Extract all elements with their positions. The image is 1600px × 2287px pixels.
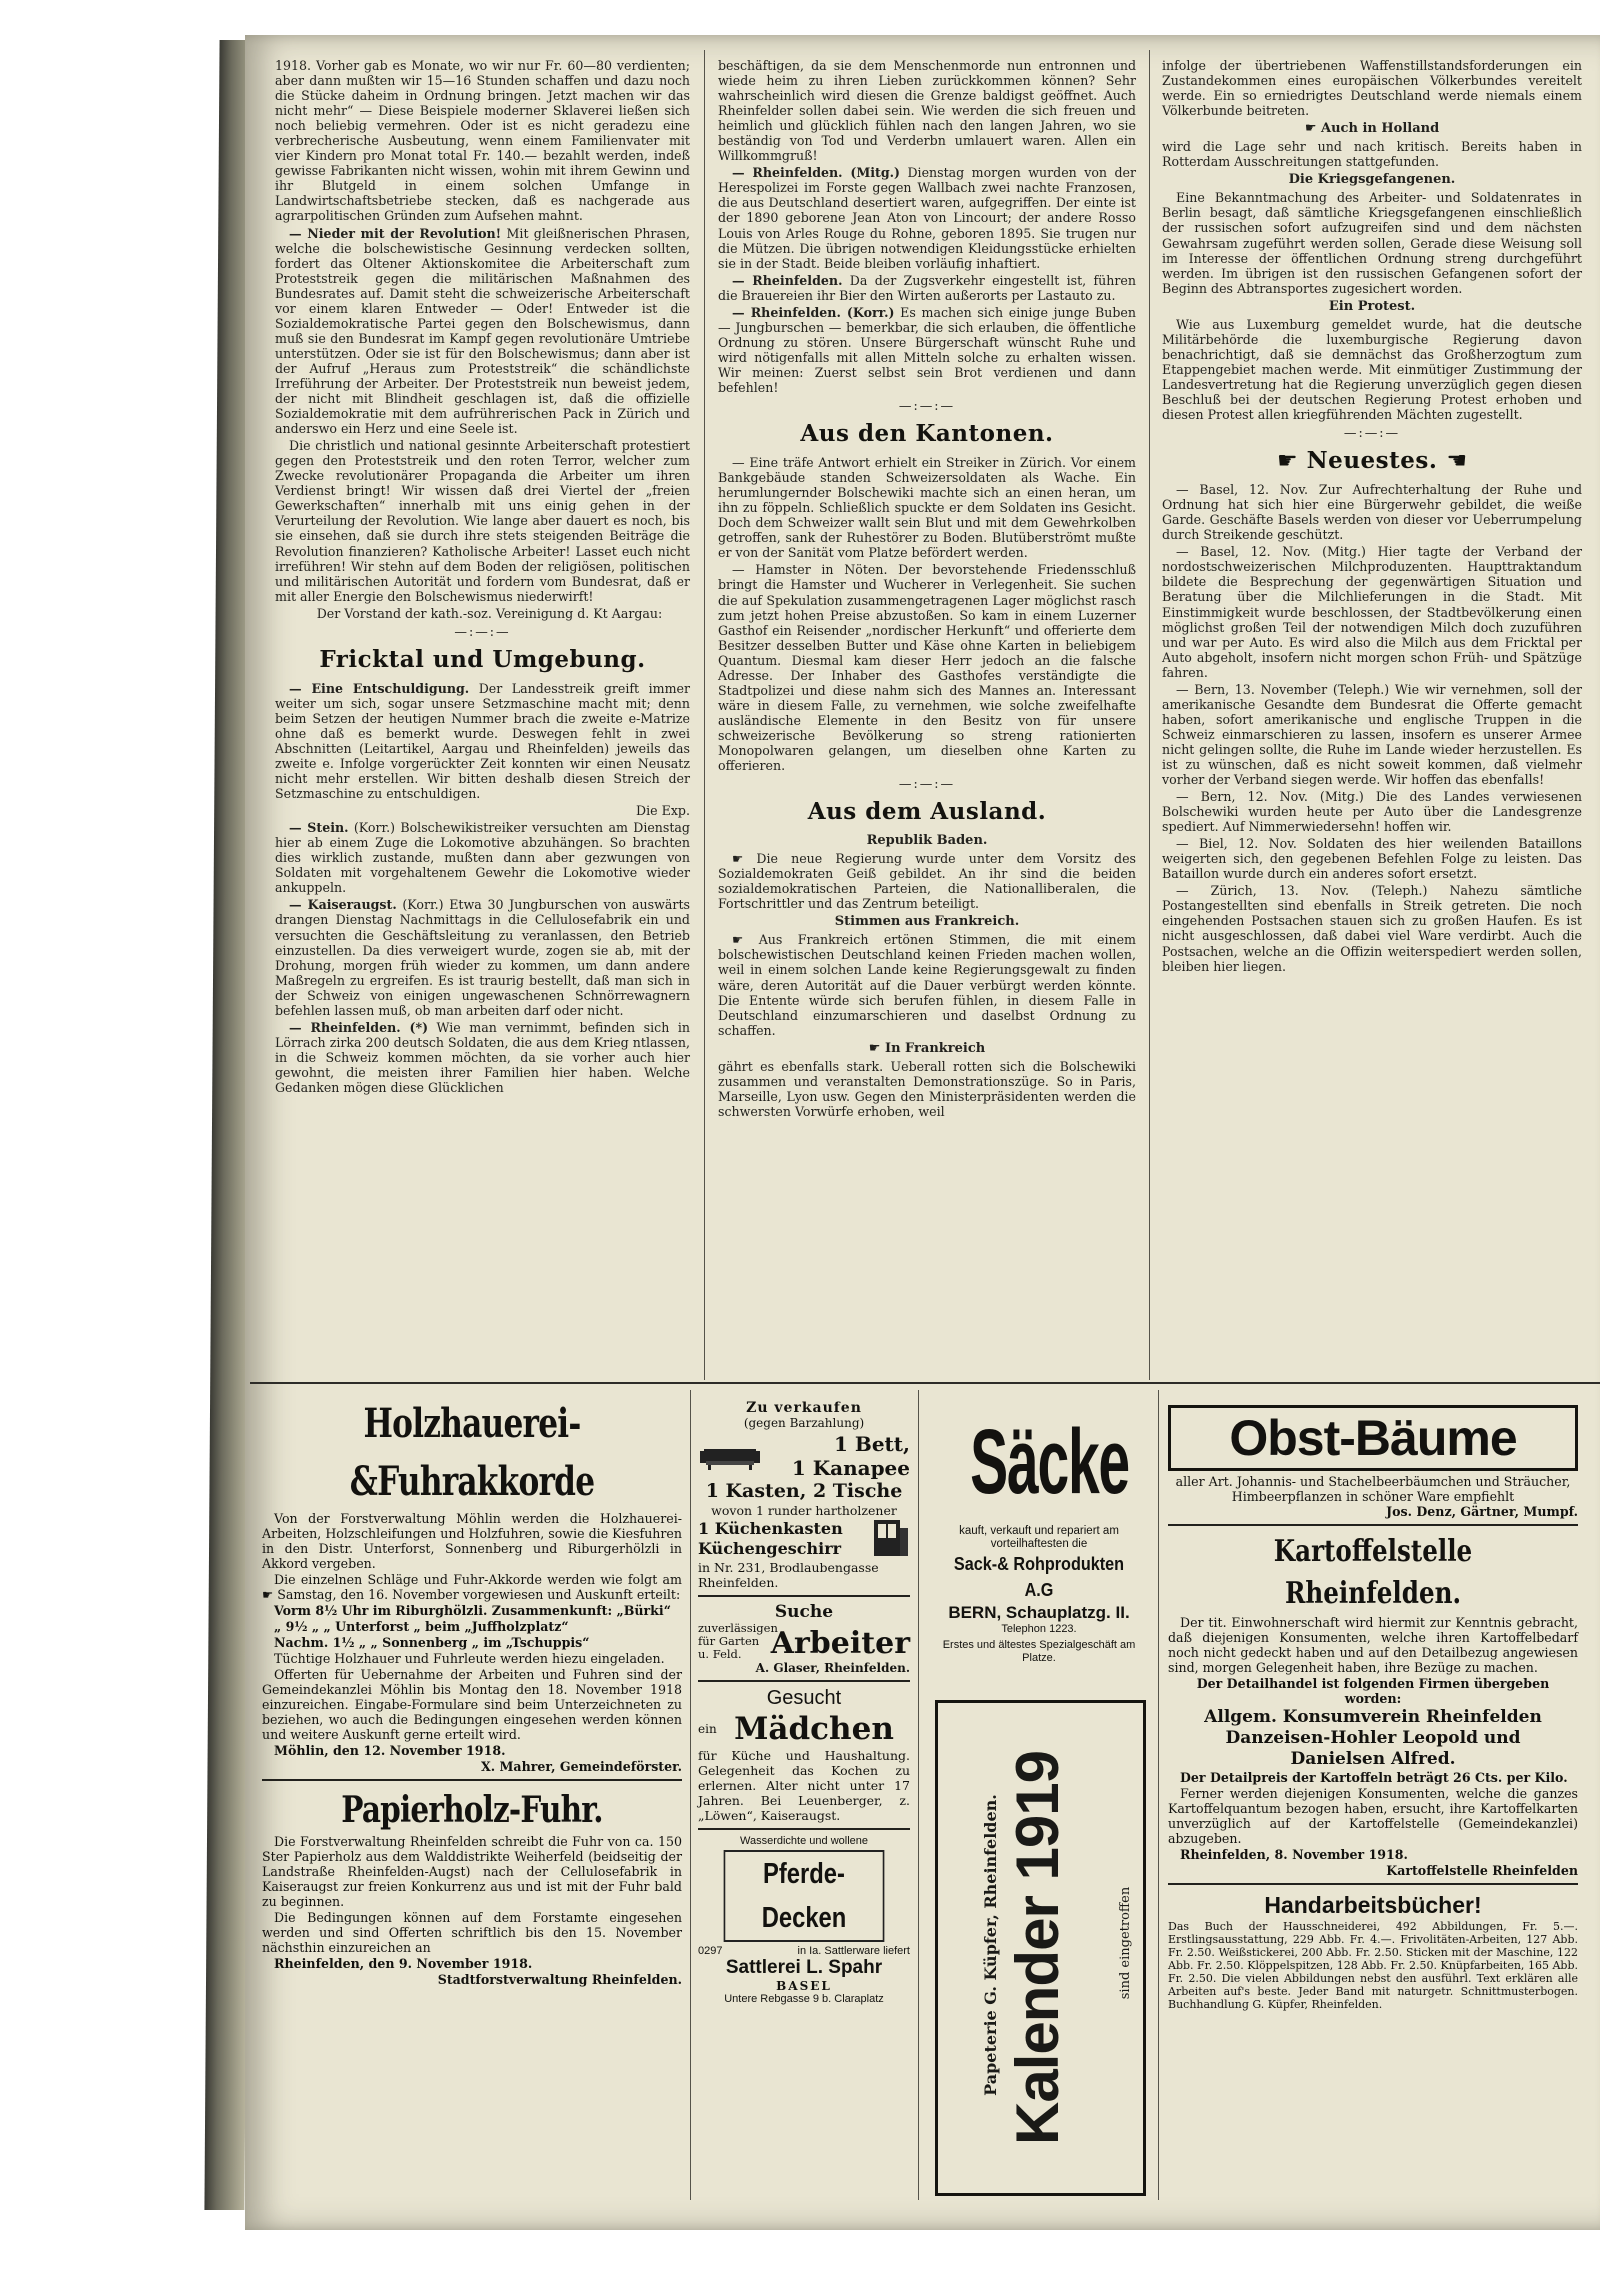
article-body: Die neue Regierung wurde unter dem Vorsitz des Sozialdemokraten Geiß gebildet. An ihr sind die beiden sozialdemokratischen Parteien, die Nationalliberalen, die Fortschrittler und das Zentrum beteiligt. xyxy=(718,851,1136,912)
section-title xyxy=(1162,446,1582,476)
ad-item: 1 Kanapee xyxy=(791,1456,910,1480)
ad-body xyxy=(698,1622,910,1661)
column-1 xyxy=(275,58,690,1097)
ad-paragraph: Die Bedingungen können auf dem Forstamte eingesehen werden und sind Offerten schriftlich bis den 15. November nächsthin einzureichen an xyxy=(262,1910,682,1955)
ad-text: kauft, verkauft und repariert am vorteilhaftesten die xyxy=(959,1525,1119,1550)
divider: —:—:— xyxy=(1343,425,1401,441)
article-signature: Der Vorstand der kath.-soz. Vereinigung d. Kt Aargau: xyxy=(316,605,663,621)
cupboard-icon xyxy=(870,1518,910,1560)
article-text: wird die Lage sehr und nach kritisch. Bereits haben in Rotterdam Ausschreitungen stattgefunden. xyxy=(1162,139,1582,170)
ad-item: 1 Bett, xyxy=(834,1432,910,1456)
article-body: Es machen sich einige junge Buben — Jungburschen — bemerkbar, die sich erlauben, die öffentliche Ordnung zu stören. Unsere Bürgerschaft wünscht Ruhe und wird nötigenfalls mit allen Mitteln solche zu erhalten wissen. Wir meinen: Zuerst selbst sein Brot verdienen und dann befehlen! xyxy=(718,304,1136,395)
section-title: Fricktal und Umgebung. xyxy=(319,645,646,673)
article-body: Der Landesstreik greift immer weiter um sich, sogar unsere Setzmaschine macht mit; denn beim Setzen der heutigen Nummer brach die zweite e-Matrize ohne daß es bemerkt wurde. Deswegen fehlt in zwei Abschnitten (Leitartikel, Aargau und Rheinfelden) jeweils das zweite e. Infolge vorgerückter Zeit konnten wir einen Neusatz nicht mehr erstellen. Wir bitten deshalb diesen Streich der Setzmaschine zu entschuldigen. xyxy=(275,680,690,802)
ad-text: ein xyxy=(698,1722,717,1736)
ad-subheading: (gegen Barzahlung) xyxy=(743,1416,865,1430)
article-text: beschäftigen, da sie dem Menschenmorde nun entronnen und wiede heim zu ihren Lieben zurückkommen können? Sehr wahrscheinlich wird diesen die Grenze baldigst geöffnet. Auch Rheinfelder sollen dabei sein. Wie werden die sich freuen und heimlich und glücklich fühlen nach den langen Jahren, wo sie beständig von Tod und Verderbn umlauert waren. Allen ein Willkommgruß! xyxy=(718,58,1136,164)
article-text: Eine Bekanntmachung des Arbeiter- und Soldatenrates in Berlin besagt, daß sämtliche Kriegsgefangenen einschließlich der russischen sofort aufzugreifen sind und dem nächsten Gewahrsam zugeführt werden sollen, Gerade diese Weisung soll im Interesse der öffentlichen Ordnung streng durchgeführt werden. Im übrigen ist den russischen Gefangenen sofort der Beginn des Abtransportes zugesichert worden. xyxy=(1162,190,1582,296)
pointing-hand-icon: ☛ xyxy=(1445,448,1467,475)
pointing-hand-icon: ☛ xyxy=(732,851,744,867)
ad-signature: Stadtforstverwaltung Rheinfelden. xyxy=(437,1972,682,1987)
article-text: — Hamster in Nöten. Der bevorstehende Friedensschluß bringt die Hamster und Wucherer in Verlegenheit. Sie suchen die auf Spekulation zusammengetragenen Lager möglichst rasch zum jetzt hohen Preise abzustoßen. So kam in einem Luzerner Gasthof ein Reisender „nordischer Herkunft“ und offerierte dem Besitzer desselben Butter und Käse ohne Karten in beliebigem Quantum. Diesmal kam dieser Herr jedoch an die falsche Adresse. Der Inhaber des Gasthofes verständigte die Stadtpolizei und diese nahm sich des Mannes an. Interessant wäre in diesem Falle, zu vernehmen, wie solche zweifelhafte ausländische Elemente in den Besitz von für unsere schweizerische Bevölkerung so streng rationierten Monopolwaren gelangen, um dieselben ohne Karten zu offerieren. xyxy=(718,562,1136,774)
ad-heading: Suche xyxy=(774,1602,834,1622)
article-body: Wie man vernimmt, befinden sich in Lörrach zirka 200 deutsch Soldaten, die aus dem Krieg ntlassen, in die Schweiz kommen möchten, da sie vorher auch hier gewohnt, die meisten ihrer Familien hier haben. Welche Gedanken mögen diese Glücklichen xyxy=(275,1019,690,1095)
ad-body xyxy=(698,1710,910,1748)
ad-title: Obst-Bäume xyxy=(1168,1405,1578,1471)
ad-title: Säcke xyxy=(970,1411,1129,1513)
ad-items xyxy=(698,1518,910,1560)
column-2 xyxy=(718,58,1136,1121)
pointing-hand-icon: ☛ xyxy=(868,1040,881,1056)
ad-firm: Allgem. Konsumverein Rheinfelden xyxy=(1204,1707,1542,1727)
ad-kalender xyxy=(935,1700,1146,2196)
section-label: Neuestes. xyxy=(1306,447,1438,475)
article-niedr xyxy=(275,226,690,437)
ad-rule xyxy=(918,1390,919,2200)
ad-text: wovon 1 runder hartholzener xyxy=(711,1503,897,1518)
ad-body xyxy=(262,1834,682,1987)
ad-item: Küchengeschirr xyxy=(698,1539,842,1558)
ad-address: BERN, Schauplatzg. II. xyxy=(948,1603,1130,1622)
ad-heading: Gesucht xyxy=(766,1687,842,1709)
subsection-label: In Frankreich xyxy=(884,1040,986,1056)
divider: —:—:— xyxy=(454,623,511,639)
ad-paragraph: Die Forstverwaltung Rheinfelden schreibt die Fuhr von ca. 150 Ster Papierholz aus dem Walddistrikte Weiherfeld (beidseitig der Landstraße Rheinfelden-Augst) nach der Cellulosefabrik in Kaiseraugst zur freien Konkurrenz aus und ist mit der Fuhr bald zu beginnen. xyxy=(262,1834,682,1909)
ad-item: 1 Küchenkasten xyxy=(698,1519,843,1538)
article-body: Mit gleißnerischen Phrasen, welche die bolschewistische Gesinnung verdecken sollten, fordert das Oltener Aktionskomitee die Arbeiterschaft zum Proteststreik gegen die militärischen Maßnahmen des Bundesrates auf. Damit steht die schweizerische Arbeiterschaft vor einem klaren Entweder — Oder! Entweder ist die Sozialdemokratische Partei gegen den Bolschewismus, dann muß sie den Bundesrat im Kampf gegen revolutionäre Umtriebe unterstützen. Oder sie ist für den Bolschewismus; dann aber ist der Aufruf „Heraus zum Proteststreik“ die schändlichste Irreführung der Arbeiter. Der Proteststreik nun beweist jedem, der nicht mit Blindheit geschlagen ist, daß die offizielle Sozialdemokratie mit dem aufrührerischen Pack in Zürich und anderswo ein Herz und eine Seele ist. xyxy=(275,225,690,437)
column-3 xyxy=(1162,58,1582,976)
ad-paragraph: Der Detailpreis der Kartoffeln beträgt 26 Cts. per Kilo. xyxy=(1180,1770,1568,1785)
article-rh1 xyxy=(718,165,1136,270)
ad-separator xyxy=(698,1828,910,1830)
article-body: Aus Frankreich ertönen Stimmen, die mit einem bolschewistischen Deutschland keinen Frieden machen wollen, weil in einem solchen Lande keine Regierungsgewalt zu finden wäre, deren Autorität auf die Dauer verbürgt werden könnte. Die Entente würde sich berufen fühlen, in diesem Falle in Deutschland einzumarschieren und daselbst Ordnung zu schaffen. xyxy=(718,932,1136,1038)
ad-signature: A. Glaser, Rheinfelden. xyxy=(755,1661,910,1675)
article-lead: — Rheinfelden. xyxy=(732,272,843,288)
ad-text: aller Art. Johannis- und Stachelbeerbäumchen und Sträucher, Himbeerpflanzen in schöner Ware empfiehlt xyxy=(1175,1474,1571,1504)
ad-date: Rheinfelden, 8. November 1918. xyxy=(1180,1847,1408,1862)
article-body: Da der Zugsverkehr eingestellt ist, führen die Brauereien ihr Bier den Wirten außerorts per Lastauto zu. xyxy=(718,272,1136,303)
article-body: (Korr.) Bolschewikistreiker versuchten am Dienstag hier ab einem Zuge die Lokomotive abzuhängen. So brachten dies wirklich zustande, mußten dann aber gezwungen von Soldaten mit vorgehaltenem Gewehr die Lokomotive wieder ankuppeln. xyxy=(275,820,690,896)
ad-text: Wasserdichte und wollene xyxy=(740,1835,868,1847)
ad-paragraph: Tüchtige Holzhauer und Fuhrleute werden hiezu eingeladen. xyxy=(274,1651,665,1666)
ad-signature: Jos. Denz, Gärtner, Mumpf. xyxy=(1386,1504,1578,1519)
article-lead: — Rheinfelden. (Mitg.) xyxy=(732,165,901,181)
ad-company: Sack-& Rohprodukten A.G xyxy=(953,1554,1125,1600)
article-rheinfelden xyxy=(275,1020,690,1095)
ad-signature: X. Mahrer, Gemeindeförster. xyxy=(480,1759,682,1774)
ad-paragraph: Der tit. Einwohnerschaft wird hiermit zur Kenntnis gebracht, daß diejenigen Konsumenten, welche ihren Kartoffelbedarf noch nicht gedeckt haben und auf den Detailbezug angewiesen sind, morgen Gelegenheit haben, ihre Bezüge zu machen. xyxy=(1168,1615,1578,1675)
divider: —:—:— xyxy=(898,776,956,792)
article-lead: — Eine Entschuldigung. xyxy=(289,680,470,696)
ad-text: für Küche und Haushaltung. Gelegenheit das Kochen zu erlernen. Alter nicht unter 17 Jahren. Bei Leuenberger, z. „Löwen“, Kaiseraugst. xyxy=(698,1748,910,1823)
ad-obst xyxy=(1168,1405,1578,2011)
ad-heading: Zu verkaufen xyxy=(746,1400,862,1416)
article-lead: — Rheinfelden. (*) xyxy=(289,1019,429,1035)
article-text: Die christlich und national gesinnte Arbeiterschaft protestiert gegen den Proteststreik und den roten Terror, welcher zum Zwecke revolutionärer Propaganda die Arbeiter um ihren Verdienst bringt! Wir wissen daß drei Viertel der „freien Gewerkschaften“ innerhalb mit uns einig gehen in der Verurteilung der Revolution. Wie lange aber dauert es noch, bis sie einsehen, daß sie durch ihre stets steigenden Beiträge die Revolution finanzieren? Katholische Arbeiter! Lasset euch nicht irreführen! Wir stehn auf dem Boden der religiösen, politischen und militärischen Autorität und fordern vom Bundesrat, daß er mit aller Energie den Bolschewismus niederwirft! xyxy=(275,438,690,604)
ad-separator xyxy=(698,1680,910,1682)
ad-separator xyxy=(262,1779,682,1781)
ad-text: sind eingetroffen xyxy=(1118,1886,1133,2000)
subsection-title: Die Kriegsgefangenen. xyxy=(1288,172,1456,188)
ad-date: Möhlin, den 12. November 1918. xyxy=(274,1743,506,1758)
ad-firm: Danzeisen-Hohler Leopold und xyxy=(1225,1728,1521,1748)
article-kaiseraugst xyxy=(275,897,690,1017)
article-text: gährt es ebenfalls stark. Ueberall rotten sich die Bolschewiki zusammen und veranstalten Demonstrationszüge. So in Paris, Marseille, Lyon usw. Gegen den Ministerpräsidenten werden die schwersten Vorwürfe erhoben, weil xyxy=(718,1058,1136,1119)
ad-firm: Danielsen Alfred. xyxy=(1290,1749,1456,1769)
article-stimmen xyxy=(718,932,1136,1037)
ad-shop: Papeterie G. Küpfer, Rheinfelden. xyxy=(981,1794,1000,2096)
article-text: 1918. Vorher gab es Monate, wo wir nur Fr. 60—80 verdienten; aber dann mußten wir 15—16 Stunden schaffen und dazu noch die Stücke daheim in Ordnung bringen. Jetzt machen wir das nicht mehr“ — Diese Beispiele moderner Sklaverei ließen sich noch beliebig vermehren. Oder ist es nicht geradezu eine verbrecherische Ausbeutung, wenn einem Familienvater mit vier Kindern pro Monat total Fr. 140.— bezahlt werden, indeß gewisse Fabrikanten nicht wissen, wohin mit ihrem Gewinn und ihr Blutgeld in einem solchen Umfange in Landwirtschaftsbetriebe stecken, daß es nachgerade aus agrarpolitischen Gründen zum Aufsehen mahnt. xyxy=(275,58,690,224)
pointing-hand-icon: ☛ xyxy=(732,932,744,948)
ad-paragraph: Offerten für Uebernahme der Arbeiten und Fuhren sind der Gemeindekanzlei Möhlin bis Montag den 18. November 1918 einzureichen. Eingabe-Formulare sind beim Unterzeichneten zu beziehen, wo auch die Bedingungen eingesehen werden können und weitere Auskunft gerne erteilt wird. xyxy=(262,1667,682,1742)
divider: —:—:— xyxy=(898,398,956,414)
ad-title: Holzhauerei-&Fuhrakkorde xyxy=(349,1400,595,1505)
article-rh2 xyxy=(718,273,1136,303)
article-body: (Korr.) Etwa 30 Jungburschen von auswärts drangen Dienstag Nachmittags in die Cellulosefabrik ein und versuchten die Geschäftsleitung zu veranlassen, den Betrieb einzustellen. Da dies verweigert wurde, zogen sie ab, mit der Drohung, morgen früh wieder zu kommen, um dann andere Maßregeln zu ergreifen. Es ist traurig bestellt, daß man sich in der Schweiz von einigen ungewaschenen Schnörrewagnern befehlen lassen muß, ob man arbeiten darf oder nicht. xyxy=(275,897,690,1018)
pointing-hand-icon: ☛ xyxy=(1304,121,1317,137)
article-body: Dienstag morgen wurden von der Herespolizei im Forste gegen Wallbach zwei nachte Franzosen, die aus Deutschland desertiert waren, aufgegriffen. Der einte ist der 1890 geborene Jean Aton von Lincourt; der andere Rosso Louis von Arles Rouge du Rohne, geboren 1895. Sie trugen nur die Mützen. Die übrigen notwendigen Kleidungsstücke erhielten sie in der Stadt. Beide bleiben vorläufig inhaftiert. xyxy=(718,165,1136,271)
article-text: — Bern, 13. November (Teleph.) Wie wir vernehmen, soll der amerikanische Gesandte dem Bundesrat die Offerte gemacht haben, sofort amerikanische und englische Truppen in die Schweiz einmarschieren zu lassen, insofern es unserer Armee nicht gelingen sollte, die Ruhe im Lande wieder herzustellen. Es ist zu wünschen, daß es nicht soweit kommen, daß vielmehr vorher der Verband siegen werde. Wir hoffen das ebenfalls! xyxy=(1162,681,1582,788)
article-rh3 xyxy=(718,305,1136,395)
article-lead: — Nieder mit der Revolution! xyxy=(289,225,502,241)
ad-city: BASEL xyxy=(776,1979,832,1993)
article-text: — Basel, 12. Nov. (Mitg.) Hier tagte der Verband der nordostschweizerischen Milchproduzenten. Haupttraktandum bildete die Besprechung der gegenwärtigen Situation und Beratung über die Milchlieferungen in die Stadt. Mit Einstimmigkeit wurde beschlossen, der Stadtbevölkerung einen möglichst großen Teil der notwendigen Milch doch zuzuführen und war per Auto. Es wird also die Milch aus dem Fricktal per Auto abgeholt, insofern nicht morgen schon Früh- und Spätzüge fahren. xyxy=(1162,544,1582,680)
ad-separator xyxy=(1168,1524,1578,1526)
article-lead: — Kaiseraugst. xyxy=(289,897,397,913)
ad-text: Das Buch der Hausschneiderei, 492 Abbildungen, Fr. 5.—. Erstlingsausstattung, 229 Abb. Fr. 4.—. Frivolitäten-Arbeiten, 127 Abb. Fr. 2.50. Weißstickerei, 200 Abb. Fr. 2.50. Sticken mit der Maschine, 122 Abb. Fr. 2.50. Klöppelspitzen, 128 Abb. Fr. 2.50. Knüpfarbeiten, 165 Abb. Fr. 2.50. Die vielen Abbildungen nebst den ausführl. Text erklären alle Arbeiten auf's beste. Jeder Band mit naturgetr. Schnittmusterbogen. Buchhandlung G. Küpfer, Rheinfelden. xyxy=(1168,1920,1578,2011)
article-signature: Die Exp. xyxy=(636,803,690,819)
ad-paragraph: Der Detailhandel ist folgenden Firmen übergeben worden: xyxy=(1196,1676,1550,1706)
subsection-title: Republik Baden. xyxy=(866,833,988,849)
ad-separator xyxy=(1168,1883,1578,1885)
sofa-icon xyxy=(698,1441,762,1471)
ad-code: 0297 xyxy=(698,1945,723,1957)
article-baden xyxy=(718,851,1136,911)
ad-body xyxy=(1168,1615,1578,1878)
subsection-title xyxy=(718,1041,1136,1056)
ad-title: Papierholz-Fuhr. xyxy=(341,1789,603,1831)
article-lead: — Stein. xyxy=(289,820,349,836)
ad-schedule-row: Vorm 8½ Uhr im Riburghölzli. Zusammenkunft: „Bürki“ xyxy=(274,1603,671,1618)
ad-holzhauerei xyxy=(262,1395,682,1988)
subsection-label: Auch in Holland xyxy=(1321,121,1440,137)
ad-headline: Mädchen xyxy=(734,1711,894,1747)
article-text: — Bern, 12. Nov. (Mitg.) Die des Landes verwiesenen Bolschewiki wurden heute per Auto über die Landesgrenze spediert. Auf Nimmerwiedersehn! hoffen wir. xyxy=(1162,789,1582,835)
ad-paragraph: Von der Forstverwaltung Möhlin werden die Holzhauerei-Arbeiten, Holzschleifungen und Holzfuhren, sowie die Kiesfuhren in den Distr. Unterforst, Sonnenberg und Riburgerhölzli in Akkord vergeben. xyxy=(262,1511,682,1571)
ad-rule xyxy=(1158,1390,1159,2200)
ad-address: Untere Rebgasse 9 b. Claraplatz xyxy=(724,1993,884,2005)
article-text: — Basel, 12. Nov. Zur Aufrechterhaltung der Ruhe und Ordnung hat sich hier eine Bürgerwehr gebildet, die weiße Garde. Geschäfte Basels werden von dieser vor Ueberrumpelung durch Streikende geschützt. xyxy=(1162,482,1582,543)
article-text: — Biel, 12. Nov. Soldaten des hier weilenden Bataillons weigerten sich, den gegebenen Befehlen Folge zu leisten. Das Bataillon wurde durch ein anderes sofort ersetzt. xyxy=(1162,836,1582,882)
subsection-title xyxy=(1162,121,1582,136)
ad-text: Erstes und ältestes Spezialgeschäft am Platze. xyxy=(942,1639,1136,1664)
ad-headline: Arbeiter xyxy=(770,1626,910,1661)
ad-separator xyxy=(698,1595,910,1597)
article-entschuldigung xyxy=(275,681,690,801)
ad-body xyxy=(262,1511,682,1774)
ad-item: 1 Kasten, 2 Tische xyxy=(705,1480,903,1502)
ad-section-rule xyxy=(250,1382,1600,1384)
ad-company: Sattlerei L. Spahr xyxy=(725,1957,883,1978)
ad-date: Rheinfelden, den 9. November 1918. xyxy=(274,1956,533,1971)
article-stein xyxy=(275,820,690,895)
article-lead: — Rheinfelden. (Korr.) xyxy=(732,304,895,320)
ad-title: Handarbeitsbücher! xyxy=(1264,1892,1482,1918)
ad-body xyxy=(698,1945,910,1957)
ad-schedule-row: „ 9½ „ „ Unterforst „ beim „Juffholzplatz“ xyxy=(274,1619,569,1634)
article-text: — Zürich, 13. Nov. (Teleph.) Nahezu sämtliche Postangestellten sind ebenfalls in Streik getreten. Die noch eingehenden Postsachen stauen sich zu großen Haufen. Es ist nicht ausgeschlossen, daß dabei viel Ware verdirbt. Auch die Postsachen, welche an die Offizin weiterspediert werden sollen, bleiben hier liegen. xyxy=(1162,883,1582,974)
ad-headline: Pferde-Decken xyxy=(724,1850,885,1942)
ad-text: in Ia. Sattlerware liefert xyxy=(797,1945,910,1957)
ad-rule xyxy=(690,1390,691,2200)
ad-title: Kartoffelstelle Rheinfelden. xyxy=(1273,1534,1473,1611)
ad-text: zuverlässigen für Garten u. Feld. xyxy=(698,1621,778,1661)
column-rule xyxy=(704,50,705,1380)
ad-items xyxy=(698,1432,910,1480)
article-text: — Eine träfe Antwort erhielt ein Streiker in Zürich. Vor einem Bankgebäude standen Schweizersoldaten als Wache. Ein herumlungernder Bolschewiki machte sich an einen heran, um ihn zu föppeln. Schließlich spuckte er dem Soldaten ins Gesicht. Doch dem Schweizer wallt sein Blut und mit dem Gewehrkolben getroffen, sank der Ruhestörer zu Boden. Blutüberströmt mußte er von der Sanität vom Platze befördert werden. xyxy=(718,455,1136,561)
article-text: infolge der übertriebenen Waffenstillstandsforderungen ein Zustandekommen eines europäischen Völkerbundes vereitelt werde. Ein so erniedrigtes Deutschland werde niemals einem Völkerbunde beitreten. xyxy=(1162,58,1582,119)
subsection-title: Stimmen aus Frankreich. xyxy=(834,914,1020,930)
subsection-title: Ein Protest. xyxy=(1328,298,1416,314)
pointing-hand-icon: ☛ xyxy=(1277,448,1299,475)
ad-saecke xyxy=(928,1400,1150,1665)
ad-paragraph: Ferner werden diejenigen Konsumenten, welche die ganzes Kartoffelquantum bezogen haben, ersucht, ihre Kartoffelkarten unverzüglich auf der Kartoffelstelle (Gemeindekanzlei) abzugeben. xyxy=(1168,1786,1578,1846)
ad-schedule-row: Nachm. 1½ „ „ Sonnenberg „ im „Tschuppis“ xyxy=(274,1635,590,1650)
ad-title: Kalender 1919 xyxy=(1004,1751,1071,2145)
section-title: Aus den Kantonen. xyxy=(800,420,1054,448)
ad-phone: Telephon 1223. xyxy=(1001,1623,1077,1635)
article-text: Wie aus Luxemburg gemeldet wurde, hat die deutsche Militärbehörde die luxemburgische Regierung davon benachrichtigt, daß sie demnächst das Großherzogtum zum Etappengebiet machen werde. Mit einmütiger Zustimmung der Landesvertretung hat die Regierung unverzüglich gegen diesen Beschluß bei der deutschen Regierung Protest erhoben und diesen Protest allen kriegführenden Mächten zugestellt. xyxy=(1162,316,1582,423)
ad-zu-verkaufen xyxy=(698,1400,910,2005)
ad-signature: Kartoffelstelle Rheinfelden xyxy=(1386,1863,1578,1878)
section-title: Aus dem Ausland. xyxy=(807,798,1047,826)
ad-paragraph: Die einzelnen Schläge und Fuhr-Akkorde werden wie folgt am ☛ Samstag, den 16. November vorgewiesen und Auskunft erteilt: xyxy=(262,1572,682,1602)
column-rule xyxy=(1149,50,1150,1380)
ad-address: in Nr. 231, Brodlaubengasse Rheinfelden. xyxy=(698,1560,879,1590)
